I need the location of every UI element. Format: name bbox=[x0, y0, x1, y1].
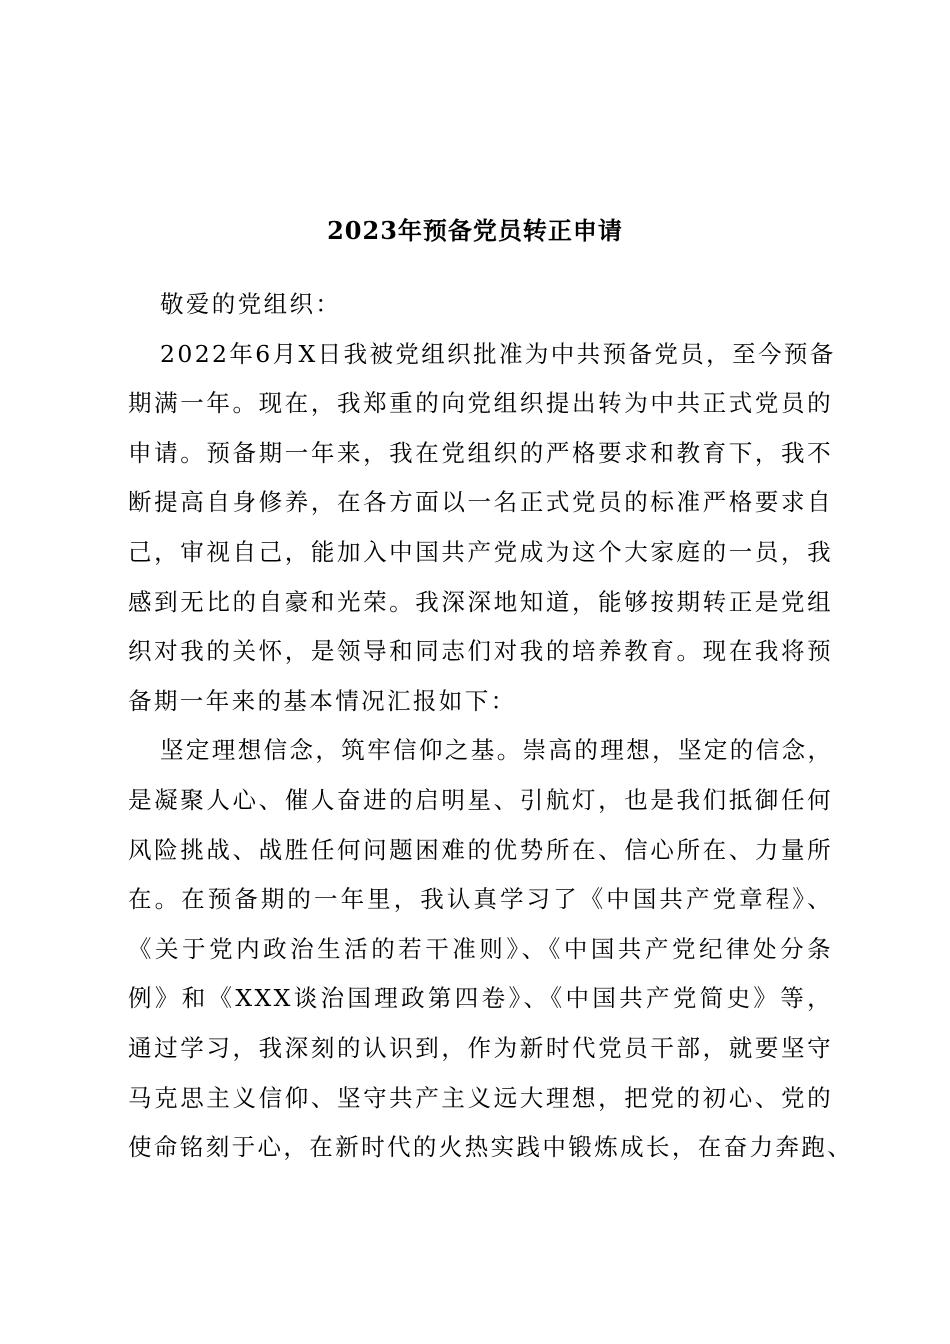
text-line: 期满一年。现在，我郑重的向党组织提出转为中共正式党员的 bbox=[128, 389, 833, 418]
salutation: 敬爱的党组织： bbox=[160, 290, 342, 318]
paragraph-1 bbox=[128, 330, 836, 727]
text-line: 己，审视自己，能加入中国共产党成为这个大家庭的一员，我 bbox=[128, 537, 833, 566]
text-line: 《关于党内政治生活的若干准则》、《中国共产党纪律处分条 bbox=[128, 934, 833, 963]
text-line: 是凝聚人心、催人奋进的启明星、引航灯，也是我们抵御任何 bbox=[128, 785, 833, 814]
text-line: 在。在预备期的一年里，我认真学习了《中国共产党章程》、 bbox=[128, 885, 833, 914]
text-line: 坚定理想信念，筑牢信仰之基。崇高的理想，坚定的信念， bbox=[160, 736, 834, 765]
text-line: 感到无比的自豪和光荣。我深深地知道，能够按期转正是党组 bbox=[128, 587, 833, 616]
document-body bbox=[128, 280, 854, 1173]
text-line: 备期一年来的基本情况汇报如下： bbox=[128, 686, 517, 715]
text-line: 断提高自身修养，在各方面以一名正式党员的标准严格要求自 bbox=[128, 488, 833, 517]
text-line: 织对我的关怀，是领导和同志们对我的培养教育。现在我将预 bbox=[128, 637, 833, 666]
text-line: 例》和《XXX谈治国理政第四卷》、《中国共产党简史》等， bbox=[128, 984, 833, 1013]
document-title: 2023年预备党员转正申请 bbox=[327, 216, 623, 245]
text-line: 通过学习，我深刻的认识到，作为新时代党员干部，就要坚守 bbox=[128, 1033, 833, 1062]
text-line: 马克思主义信仰、坚守共产主义远大理想，把党的初心、党的 bbox=[128, 1083, 833, 1112]
text-line: 申请。预备期一年来，我在党组织的严格要求和教育下，我不 bbox=[128, 438, 833, 467]
paragraph-2 bbox=[128, 726, 854, 1172]
text-line: 使命铭刻于心，在新时代的火热实践中锻炼成长，在奋力奔跑、 bbox=[128, 1133, 854, 1162]
text-line: 风险挑战、战胜任何问题困难的优势所在、信心所在、力量所 bbox=[128, 835, 833, 864]
text-line: 2022年6月X日我被党组织批准为中共预备党员，至今预备 bbox=[160, 339, 836, 368]
